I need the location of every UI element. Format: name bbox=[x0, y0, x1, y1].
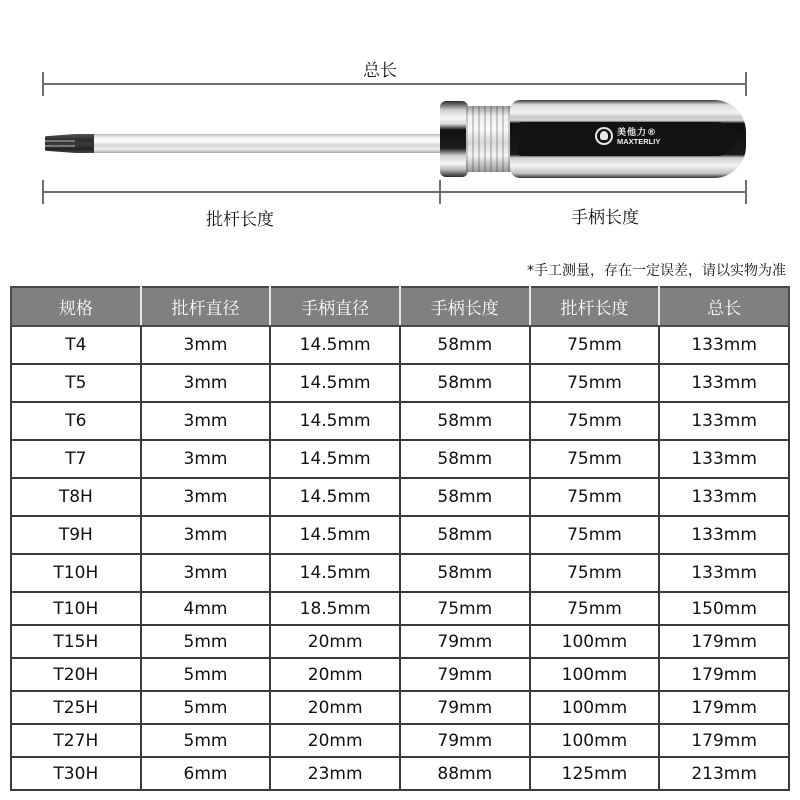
table-row bbox=[11, 554, 789, 592]
cell-handle-length: 79mm bbox=[400, 691, 530, 724]
table-row bbox=[11, 440, 789, 478]
header-handle-length: 手柄长度 bbox=[400, 287, 530, 326]
cell-handle-length: 79mm bbox=[400, 724, 530, 757]
cell-shaft-diameter: 3mm bbox=[141, 440, 271, 478]
cell-model: T20H bbox=[11, 658, 141, 691]
cell-shaft-diameter: 3mm bbox=[141, 364, 271, 402]
cell-shaft-length: 75mm bbox=[530, 364, 660, 402]
cell-shaft-diameter: 5mm bbox=[141, 691, 271, 724]
cell-shaft-diameter: 3mm bbox=[141, 326, 271, 364]
brand-logo-icon bbox=[595, 127, 613, 145]
total-length-label: 总长 bbox=[363, 61, 397, 81]
cell-handle-length: 58mm bbox=[400, 440, 530, 478]
cell-handle-diameter: 14.5mm bbox=[270, 440, 400, 478]
cell-handle-diameter: 14.5mm bbox=[270, 402, 400, 440]
cell-model: T15H bbox=[11, 625, 141, 658]
cell-handle-length: 58mm bbox=[400, 326, 530, 364]
handle-length-line bbox=[440, 191, 747, 193]
torx-tip-icon bbox=[45, 134, 95, 153]
table-row bbox=[11, 691, 789, 724]
cell-handle-length: 58mm bbox=[400, 554, 530, 592]
cell-model: T27H bbox=[11, 724, 141, 757]
table-row bbox=[11, 326, 789, 364]
cell-handle-length: 75mm bbox=[400, 592, 530, 625]
cell-handle-diameter: 20mm bbox=[270, 724, 400, 757]
cell-model: T30H bbox=[11, 757, 141, 790]
shaft-length-line bbox=[42, 191, 440, 193]
header-shaft-diameter: 批杆直径 bbox=[141, 287, 271, 326]
cell-total-length: 133mm bbox=[659, 440, 789, 478]
handle-length-label: 手柄长度 bbox=[571, 208, 639, 228]
cell-model: T9H bbox=[11, 516, 141, 554]
cell-total-length: 133mm bbox=[659, 402, 789, 440]
table-row bbox=[11, 658, 789, 691]
cell-model: T7 bbox=[11, 440, 141, 478]
cell-model: T10H bbox=[11, 592, 141, 625]
cell-model: T5 bbox=[11, 364, 141, 402]
cell-handle-diameter: 14.5mm bbox=[270, 478, 400, 516]
cell-shaft-length: 75mm bbox=[530, 440, 660, 478]
cell-shaft-diameter: 3mm bbox=[141, 554, 271, 592]
cell-total-length: 133mm bbox=[659, 364, 789, 402]
cell-handle-diameter: 14.5mm bbox=[270, 516, 400, 554]
table-row bbox=[11, 724, 789, 757]
total-length-right-tick bbox=[745, 72, 747, 96]
cell-handle-length: 58mm bbox=[400, 402, 530, 440]
cell-shaft-diameter: 6mm bbox=[141, 757, 271, 790]
cell-total-length: 133mm bbox=[659, 326, 789, 364]
cell-shaft-diameter: 3mm bbox=[141, 516, 271, 554]
cell-handle-length: 58mm bbox=[400, 478, 530, 516]
cell-model: T25H bbox=[11, 691, 141, 724]
cell-shaft-length: 75mm bbox=[530, 402, 660, 440]
cell-shaft-length: 75mm bbox=[530, 516, 660, 554]
table-row bbox=[11, 592, 789, 625]
cell-shaft-length: 100mm bbox=[530, 724, 660, 757]
cell-shaft-length: 100mm bbox=[530, 625, 660, 658]
cell-shaft-diameter: 5mm bbox=[141, 625, 271, 658]
spec-table bbox=[10, 286, 790, 791]
cell-shaft-diameter: 3mm bbox=[141, 402, 271, 440]
header-total-length: 总长 bbox=[659, 287, 789, 326]
cell-total-length: 179mm bbox=[659, 658, 789, 691]
measurement-note: *手工测量，存在一定误差，请以实物为准 bbox=[527, 263, 786, 279]
cell-shaft-length: 75mm bbox=[530, 554, 660, 592]
header-handle-diameter: 手柄直径 bbox=[270, 287, 400, 326]
table-row bbox=[11, 757, 789, 790]
cell-shaft-length: 125mm bbox=[530, 757, 660, 790]
cell-total-length: 179mm bbox=[659, 625, 789, 658]
cell-shaft-length: 75mm bbox=[530, 478, 660, 516]
cell-handle-length: 79mm bbox=[400, 625, 530, 658]
cell-model: T6 bbox=[11, 402, 141, 440]
brand-name-en: MAXTERLIY bbox=[617, 137, 661, 146]
table-row bbox=[11, 402, 789, 440]
cell-total-length: 133mm bbox=[659, 516, 789, 554]
cell-shaft-length: 100mm bbox=[530, 658, 660, 691]
cell-handle-diameter: 20mm bbox=[270, 691, 400, 724]
cell-model: T4 bbox=[11, 326, 141, 364]
shaft-length-label: 批杆长度 bbox=[206, 210, 274, 230]
cell-total-length: 150mm bbox=[659, 592, 789, 625]
header-shaft-length: 批杆长度 bbox=[530, 287, 660, 326]
cell-shaft-length: 75mm bbox=[530, 326, 660, 364]
table-row bbox=[11, 478, 789, 516]
cell-handle-diameter: 18.5mm bbox=[270, 592, 400, 625]
total-length-line bbox=[42, 83, 747, 85]
cell-handle-length: 58mm bbox=[400, 364, 530, 402]
screwdriver-handle bbox=[510, 100, 746, 178]
screwdriver-shaft bbox=[94, 134, 444, 153]
cell-handle-diameter: 23mm bbox=[270, 757, 400, 790]
handle-hex-nut bbox=[440, 101, 468, 177]
cell-shaft-length: 100mm bbox=[530, 691, 660, 724]
brand-name-cn: 美他力® bbox=[617, 128, 658, 138]
cell-total-length: 133mm bbox=[659, 478, 789, 516]
cell-handle-diameter: 14.5mm bbox=[270, 364, 400, 402]
cell-shaft-diameter: 5mm bbox=[141, 658, 271, 691]
table-row bbox=[11, 516, 789, 554]
cell-total-length: 133mm bbox=[659, 554, 789, 592]
cell-handle-length: 58mm bbox=[400, 516, 530, 554]
table-row bbox=[11, 364, 789, 402]
cell-total-length: 179mm bbox=[659, 691, 789, 724]
handle-length-right-tick bbox=[745, 180, 747, 204]
handle-threaded-collar bbox=[466, 106, 512, 172]
cell-total-length: 213mm bbox=[659, 757, 789, 790]
cell-handle-length: 79mm bbox=[400, 658, 530, 691]
cell-handle-diameter: 20mm bbox=[270, 625, 400, 658]
cell-shaft-length: 75mm bbox=[530, 592, 660, 625]
cell-model: T10H bbox=[11, 554, 141, 592]
cell-handle-diameter: 14.5mm bbox=[270, 326, 400, 364]
cell-handle-length: 88mm bbox=[400, 757, 530, 790]
cell-total-length: 179mm bbox=[659, 724, 789, 757]
cell-shaft-diameter: 3mm bbox=[141, 478, 271, 516]
header-model: 规格 bbox=[11, 287, 141, 326]
cell-shaft-diameter: 5mm bbox=[141, 724, 271, 757]
cell-handle-diameter: 14.5mm bbox=[270, 554, 400, 592]
table-header-row bbox=[11, 287, 789, 326]
cell-handle-diameter: 20mm bbox=[270, 658, 400, 691]
table-row bbox=[11, 625, 789, 658]
cell-shaft-diameter: 4mm bbox=[141, 592, 271, 625]
cell-model: T8H bbox=[11, 478, 141, 516]
